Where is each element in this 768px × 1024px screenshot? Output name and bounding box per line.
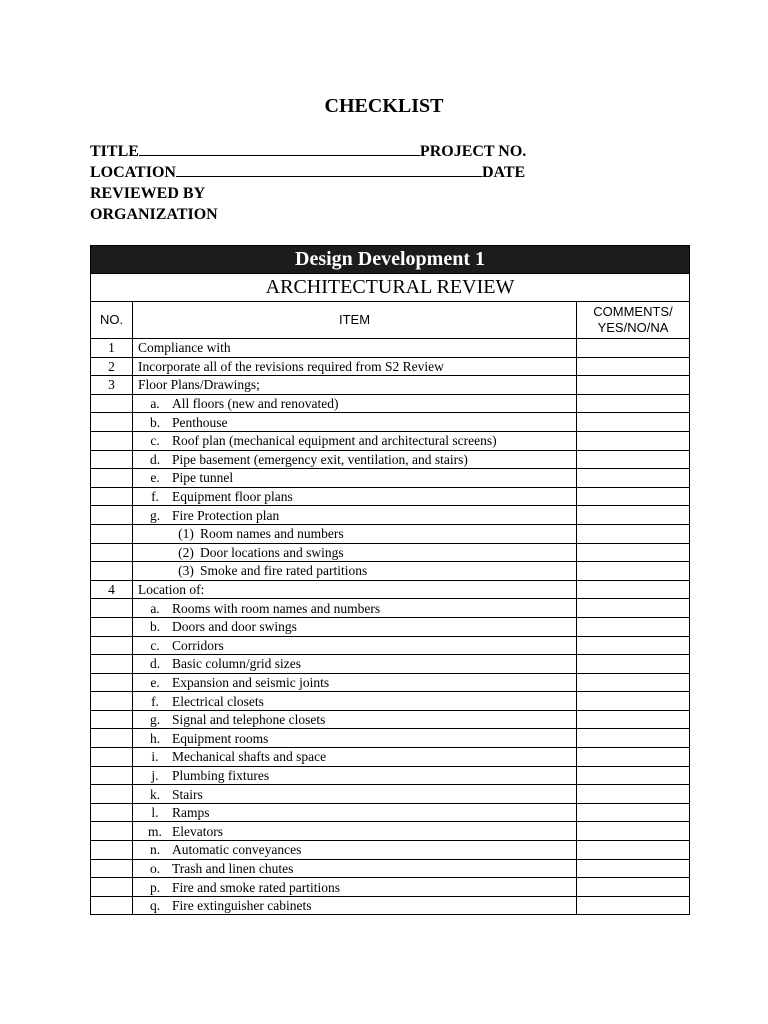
architectural-review-heading: ARCHITECTURAL REVIEW <box>91 274 690 302</box>
reviewed-by-label: REVIEWED BY <box>90 185 206 202</box>
table-row <box>91 469 690 488</box>
row-number: 2 <box>91 357 133 376</box>
table-row <box>91 822 690 841</box>
item-marker: d. <box>149 656 161 672</box>
item-column-header: ITEM <box>133 302 577 339</box>
item-text: Equipment floor plans <box>172 489 293 505</box>
row-number <box>91 431 133 450</box>
comment-cell[interactable] <box>577 692 690 711</box>
no-column-header: NO. <box>91 302 133 339</box>
table-row <box>91 766 690 785</box>
item-cell <box>133 822 577 841</box>
item-cell <box>133 803 577 822</box>
item-marker: n. <box>149 842 161 858</box>
item-text: Plumbing fixtures <box>172 767 270 783</box>
row-number <box>91 859 133 878</box>
row-number <box>91 543 133 562</box>
section-row <box>91 274 690 302</box>
row-number <box>91 692 133 711</box>
item-cell <box>133 785 577 804</box>
comment-cell[interactable] <box>577 896 690 915</box>
item-cell <box>133 841 577 860</box>
item-text: Basic column/grid sizes <box>172 656 301 672</box>
comment-cell[interactable] <box>577 394 690 413</box>
comment-cell[interactable] <box>577 580 690 599</box>
item-cell <box>133 766 577 785</box>
item-cell <box>133 357 577 376</box>
comment-cell[interactable] <box>577 655 690 674</box>
comment-cell[interactable] <box>577 822 690 841</box>
item-cell <box>133 748 577 767</box>
item-cell <box>133 376 577 395</box>
item-cell <box>133 431 577 450</box>
table-row <box>91 673 690 692</box>
table-row <box>91 450 690 469</box>
item-cell <box>133 543 577 562</box>
item-cell <box>133 859 577 878</box>
project-no-label: PROJECT NO. <box>419 143 527 160</box>
row-number: 4 <box>91 580 133 599</box>
item-cell <box>133 580 577 599</box>
item-marker: o. <box>149 860 161 876</box>
item-text: Floor Plans/Drawings; <box>138 377 260 393</box>
table-row <box>91 376 690 395</box>
table-row <box>91 431 690 450</box>
item-cell <box>133 394 577 413</box>
item-marker: g. <box>149 507 161 523</box>
comment-cell[interactable] <box>577 599 690 618</box>
table-row <box>91 655 690 674</box>
row-number <box>91 748 133 767</box>
item-cell <box>133 617 577 636</box>
item-text: Room names and numbers <box>200 526 344 542</box>
table-row <box>91 580 690 599</box>
organization-label: ORGANIZATION <box>90 206 218 223</box>
item-cell <box>133 655 577 674</box>
item-marker: i. <box>151 749 159 765</box>
table-row <box>91 859 690 878</box>
date-label: DATE <box>481 164 526 181</box>
item-marker: f. <box>151 693 159 709</box>
title-project-line <box>90 141 526 162</box>
table-row <box>91 506 690 525</box>
item-text: Ramps <box>172 805 210 821</box>
item-text: Stairs <box>172 786 203 802</box>
item-text: Expansion and seismic joints <box>172 674 330 690</box>
table-row <box>91 599 690 618</box>
item-text: Incorporate all of the revisions required from S2 Review <box>138 358 444 374</box>
item-text: Pipe tunnel <box>172 470 234 486</box>
location-fill-line[interactable] <box>176 163 482 177</box>
row-number <box>91 487 133 506</box>
item-text: Doors and door swings <box>172 619 297 635</box>
item-marker: q. <box>149 898 161 914</box>
row-number <box>91 524 133 543</box>
comment-cell[interactable] <box>577 413 690 432</box>
comment-cell[interactable] <box>577 431 690 450</box>
row-number <box>91 766 133 785</box>
item-cell <box>133 878 577 897</box>
row-number <box>91 803 133 822</box>
item-text: Signal and telephone closets <box>172 712 326 728</box>
item-text: Door locations and swings <box>200 544 344 560</box>
item-text: Roof plan (mechanical equipment and architectural screens) <box>172 433 497 449</box>
row-number <box>91 506 133 525</box>
item-cell <box>133 506 577 525</box>
title-label: TITLE <box>90 143 139 160</box>
table-row <box>91 339 690 358</box>
item-cell <box>133 692 577 711</box>
comment-cell[interactable] <box>577 339 690 358</box>
comment-cell[interactable] <box>577 729 690 748</box>
comments-header-line1: COMMENTS/ <box>593 304 673 319</box>
item-marker: m. <box>148 823 162 839</box>
item-text: Pipe basement (emergency exit, ventilation, and stairs) <box>172 451 468 467</box>
item-marker: b. <box>149 414 161 430</box>
row-number <box>91 673 133 692</box>
item-text: Smoke and fire rated partitions <box>200 563 368 579</box>
checklist-table <box>90 245 690 915</box>
item-cell <box>133 636 577 655</box>
item-marker: (2) <box>178 544 194 560</box>
item-marker: j. <box>151 767 159 783</box>
item-marker: e. <box>150 674 160 690</box>
comment-cell[interactable] <box>577 673 690 692</box>
comment-cell[interactable] <box>577 803 690 822</box>
comment-cell[interactable] <box>577 710 690 729</box>
item-cell <box>133 487 577 506</box>
comment-cell[interactable] <box>577 376 690 395</box>
item-marker: f. <box>151 489 159 505</box>
comment-cell[interactable] <box>577 543 690 562</box>
table-row <box>91 636 690 655</box>
table-row <box>91 413 690 432</box>
table-row <box>91 524 690 543</box>
table-row <box>91 841 690 860</box>
row-number <box>91 710 133 729</box>
row-number <box>91 822 133 841</box>
row-number <box>91 841 133 860</box>
item-marker: b. <box>149 619 161 635</box>
row-number <box>91 562 133 581</box>
comments-header-line2: YES/NO/NA <box>597 320 669 335</box>
item-text: Mechanical shafts and space <box>172 749 327 765</box>
comments-column-header <box>577 302 690 339</box>
table-row <box>91 878 690 897</box>
item-cell <box>133 599 577 618</box>
item-marker: a. <box>150 396 160 412</box>
comment-cell[interactable] <box>577 766 690 785</box>
title-fill-line[interactable] <box>139 142 420 156</box>
comment-cell[interactable] <box>577 487 690 506</box>
comment-cell[interactable] <box>577 357 690 376</box>
item-text: Fire Protection plan <box>172 507 280 523</box>
row-number <box>91 469 133 488</box>
item-text: Corridors <box>172 637 224 653</box>
item-cell <box>133 673 577 692</box>
item-cell <box>133 710 577 729</box>
table-row <box>91 729 690 748</box>
band-row <box>91 246 690 274</box>
item-marker: (3) <box>178 563 194 579</box>
comment-cell[interactable] <box>577 617 690 636</box>
table-row <box>91 748 690 767</box>
item-text: All floors (new and renovated) <box>172 396 339 412</box>
row-number <box>91 896 133 915</box>
column-header-row <box>91 302 690 339</box>
comment-cell[interactable] <box>577 469 690 488</box>
row-number <box>91 450 133 469</box>
row-number <box>91 636 133 655</box>
item-text: Trash and linen chutes <box>172 860 294 876</box>
comment-cell[interactable] <box>577 859 690 878</box>
item-text: Penthouse <box>172 414 228 430</box>
item-cell <box>133 729 577 748</box>
item-cell <box>133 450 577 469</box>
row-number <box>91 413 133 432</box>
item-cell <box>133 339 577 358</box>
item-cell <box>133 896 577 915</box>
item-text: Rooms with room names and numbers <box>172 600 381 616</box>
row-number <box>91 785 133 804</box>
item-marker: d. <box>149 451 161 467</box>
item-text: Equipment rooms <box>172 730 269 746</box>
item-marker: h. <box>149 730 161 746</box>
item-marker: c. <box>150 433 160 449</box>
table-row <box>91 692 690 711</box>
item-text: Fire and smoke rated partitions <box>172 879 340 895</box>
table-row <box>91 710 690 729</box>
item-cell <box>133 413 577 432</box>
table-row <box>91 357 690 376</box>
row-number <box>91 394 133 413</box>
table-row <box>91 394 690 413</box>
comment-cell[interactable] <box>577 636 690 655</box>
item-marker: g. <box>149 712 161 728</box>
item-text: Fire extinguisher cabinets <box>172 898 312 914</box>
organization-line <box>90 204 526 225</box>
row-number: 1 <box>91 339 133 358</box>
item-text: Electrical closets <box>172 693 264 709</box>
item-marker: c. <box>150 637 160 653</box>
table-row <box>91 785 690 804</box>
item-marker: p. <box>149 879 161 895</box>
row-number <box>91 599 133 618</box>
comment-cell[interactable] <box>577 524 690 543</box>
item-cell <box>133 469 577 488</box>
document-title: CHECKLIST <box>324 95 444 117</box>
item-cell <box>133 524 577 543</box>
row-number <box>91 729 133 748</box>
location-label: LOCATION <box>90 164 176 181</box>
item-marker: k. <box>149 786 161 802</box>
location-date-line <box>90 162 526 183</box>
table-row <box>91 562 690 581</box>
item-marker: l. <box>151 805 159 821</box>
header-fields <box>90 141 526 225</box>
item-cell <box>133 562 577 581</box>
table-row <box>91 896 690 915</box>
row-number <box>91 655 133 674</box>
comment-cell[interactable] <box>577 562 690 581</box>
table-row <box>91 543 690 562</box>
comment-cell[interactable] <box>577 748 690 767</box>
item-marker: a. <box>150 600 160 616</box>
comment-cell[interactable] <box>577 841 690 860</box>
item-text: Elevators <box>172 823 223 839</box>
table-row <box>91 617 690 636</box>
comment-cell[interactable] <box>577 785 690 804</box>
table-row <box>91 487 690 506</box>
item-text: Compliance with <box>138 340 231 356</box>
comment-cell[interactable] <box>577 450 690 469</box>
table-row <box>91 803 690 822</box>
row-number: 3 <box>91 376 133 395</box>
reviewed-by-line <box>90 183 526 204</box>
comment-cell[interactable] <box>577 878 690 897</box>
item-text: Location of: <box>138 582 205 598</box>
row-number <box>91 617 133 636</box>
item-marker: (1) <box>178 526 194 542</box>
item-marker: e. <box>150 470 160 486</box>
row-number <box>91 878 133 897</box>
item-text: Automatic conveyances <box>172 842 302 858</box>
design-development-heading: Design Development 1 <box>91 246 690 274</box>
comment-cell[interactable] <box>577 506 690 525</box>
